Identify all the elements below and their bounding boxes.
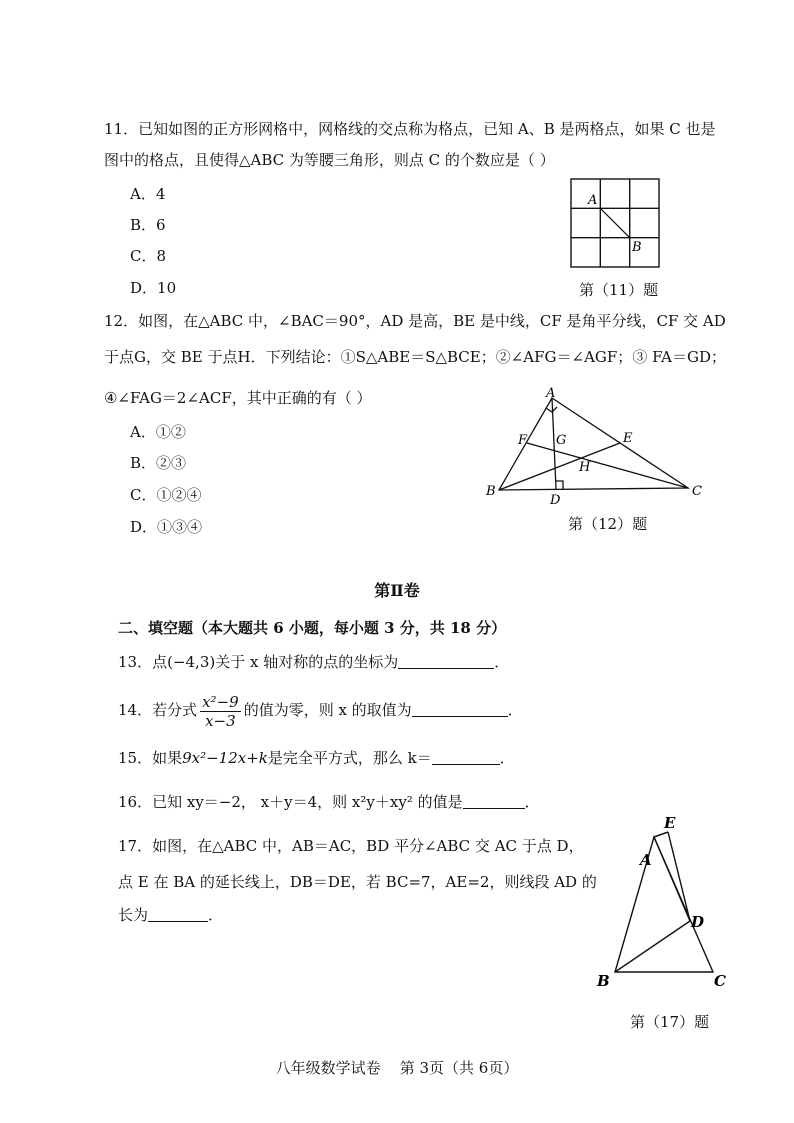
q12-caption: 第（12）题	[568, 515, 648, 533]
q15	[118, 748, 515, 768]
q17-period: ．	[208, 906, 224, 924]
q12-label-f: F	[518, 433, 528, 448]
q17-label-d: D	[691, 913, 705, 931]
q17-line3-wrap	[118, 905, 223, 925]
q17-answer-blank[interactable]	[148, 907, 208, 922]
q15-post: 是完全平方式，那么 k＝	[267, 749, 432, 767]
q13-pre: 13．点	[118, 653, 168, 671]
q14-pre: 14．若分式	[118, 701, 198, 719]
q12-label-h: H	[579, 460, 591, 475]
q16-answer-blank[interactable]	[463, 794, 525, 809]
q11-line1: 11．已知如图的正方形网格中，网格线的交点称为格点，已知 A、B 是两格点，如果 C 也是	[104, 120, 716, 138]
q12-option-d: D．①③④	[130, 518, 203, 536]
q11-line2: 图中的格点，且使得△ABC 为等腰三角形，则点 C 的个数应是（ ）	[104, 151, 555, 169]
q12-label-c: C	[692, 484, 702, 499]
page-footer: 八年级数学试卷 第 3页（共 6页）	[275, 1059, 519, 1077]
q17-triangle-figure	[588, 812, 738, 997]
q13-answer-blank[interactable]	[398, 654, 494, 669]
q15-expression: 9x²−12x+k	[182, 749, 268, 767]
q12-line1: 12．如图，在△ABC 中，∠BAC＝90°，AD 是高，BE 是中线，CF 是角平分线，CF 交 AD	[104, 312, 726, 330]
q17-caption: 第（17）题	[630, 1013, 710, 1031]
q13-point: (−4,3)	[167, 653, 216, 671]
q12-label-g: G	[556, 433, 567, 448]
q15-pre: 15．如果	[118, 749, 183, 767]
q11-option-b: B．6	[130, 216, 166, 234]
q16-period: ．	[524, 793, 540, 811]
q14-denominator: x−3	[205, 711, 236, 730]
section-heading: 二、填空题（本大题共 6 小题，每小题 3 分，共 18 分）	[118, 619, 507, 637]
q12-label-e: E	[623, 431, 633, 446]
q12-option-b: B．②③	[130, 454, 187, 472]
q17-label-a: A	[640, 851, 652, 869]
q17-line3: 长为	[118, 906, 149, 924]
q17-label-c: C	[714, 972, 726, 990]
q15-period: ．	[499, 749, 515, 767]
q17-line2: 点 E 在 BA 的延长线上，DB＝DE，若 BC=7，AE=2，则线段 AD 的	[118, 873, 597, 891]
q12-line3: ④∠FAG＝2∠ACF，其中正确的有（ ）	[104, 389, 372, 407]
q14-period: ．	[507, 701, 523, 719]
q14-fraction	[200, 693, 241, 730]
q13	[118, 652, 509, 672]
q16	[118, 792, 540, 812]
q11-option-c: C．8	[130, 247, 167, 265]
section-title: 第Ⅱ卷	[374, 581, 420, 600]
q12-option-c: C．①②④	[130, 486, 202, 504]
q11-grid-figure	[566, 176, 666, 272]
q16-text: 16．已知 xy＝−2， x＋y＝4，则 x²y＋xy² 的值是	[118, 793, 463, 811]
q14-numerator: x²−9	[202, 692, 239, 711]
q12-label-b: B	[486, 484, 496, 499]
q11-label-b: B	[632, 240, 642, 255]
q12-label-d: D	[550, 493, 561, 506]
q11-option-d: D．10	[130, 279, 177, 297]
q12-label-a: A	[546, 386, 556, 401]
q13-period: ．	[494, 653, 510, 671]
q11-caption: 第（11）题	[579, 281, 659, 299]
q15-answer-blank[interactable]	[432, 750, 500, 765]
q17-label-b: B	[597, 972, 610, 990]
q12-line2: 于点G，交 BE 于点H．下列结论：①S△ABE＝S△BCE；②∠AFG＝∠AGF；③ FA＝GD；	[104, 348, 727, 366]
q11-option-a: A．4	[130, 185, 166, 203]
q12-triangle-figure	[480, 384, 710, 506]
q11-label-a: A	[588, 193, 598, 208]
q17-line1: 17．如图，在△ABC 中，AB＝AC，BD 平分∠ABC 交 AC 于点 D，	[118, 837, 584, 855]
q14-answer-blank[interactable]	[412, 702, 508, 717]
q17-label-e: E	[664, 814, 676, 832]
q14	[118, 690, 523, 730]
q14-post: 的值为零，则 x 的取值为	[243, 701, 412, 719]
q12-option-a: A．①②	[130, 423, 186, 441]
q13-post: 关于 x 轴对称的点的坐标为	[215, 653, 399, 671]
